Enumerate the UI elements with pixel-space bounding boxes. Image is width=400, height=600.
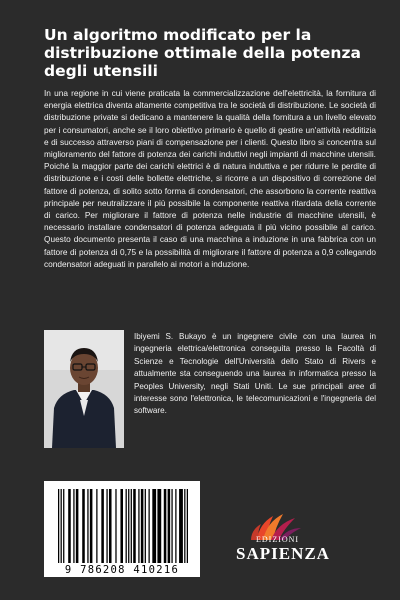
barcode-bar	[82, 489, 85, 563]
publisher-name: SAPIENZA	[236, 544, 330, 563]
barcode-bar	[145, 489, 146, 563]
barcode-bar	[76, 489, 79, 563]
barcode-bar	[184, 489, 185, 563]
barcode-bar	[157, 489, 161, 563]
isbn-digits: 9 786208 410216	[64, 564, 180, 576]
isbn-barcode	[44, 481, 200, 577]
barcode-bar	[58, 489, 59, 563]
publisher-edition-label: EDIZIONI	[256, 535, 300, 544]
barcode-bar	[73, 489, 74, 563]
barcode-bar	[131, 489, 132, 563]
barcode-bar	[90, 489, 93, 563]
book-title: Un algoritmo modificato per la distribuzione ottimale della potenza degli utensili	[44, 26, 361, 80]
barcode-bar	[171, 489, 172, 563]
barcode-bar	[164, 489, 167, 563]
barcode-bar	[133, 489, 136, 563]
book-description: In una regione in cui viene praticata la commercializzazione dell'elettricità, la fornitura di energia elettrica diventa altamente competitiva tra le società di distribuzione. Le società di distribuzione private si dedicano a mantenere la qualità della fornitura a un livello elevato per i consumatori, anche se il loro obiettivo primario è quello di gestire un'attività redditizia e di successo attraverso piani di compensazione per i clienti. Questo libro si concentra sul miglioramento del fattore di potenza dei carichi induttivi negli impianti di macchine utensili. Poiché la maggior parte dei carichi elettrici è di natura induttiva e per ridurre le perdite di distribuzione e i costi delle bollette elettriche, si ricorre a un dispositivo di correzione del fattore di potenza, di solito sotto forma di condensatori, che assorbono la corrente reattiva principale per neutralizzare il più possibile la componente reattiva ritardata della corrente di carico. Per migliorare il fattore di potenza nelle industrie di macchine utensili, è necessario installare condensatori di potenza adeguata il più vicino possibile al carico. Questo documento presenta il caso di una macchina a induzione in una fabbrica con un fattore di potenza di 0,75 e la possibilità di migliorare il fattore di potenza a 0,9 collegando condensatori adeguati in parallelo ai motori a induzione.	[44, 88, 376, 269]
author-photo	[44, 330, 124, 448]
barcode-bar	[128, 489, 129, 563]
barcode-bar	[141, 489, 144, 563]
barcode-bar	[120, 489, 123, 563]
barcode-bar	[109, 489, 112, 563]
barcode-bar	[175, 489, 176, 563]
barcode-bar	[179, 489, 183, 563]
barcode-bars	[58, 489, 188, 563]
barcode-bar	[61, 489, 62, 563]
barcode-bar	[68, 489, 71, 563]
barcode-bar	[63, 489, 64, 563]
barcode-bar	[115, 489, 116, 563]
barcode-bar	[126, 489, 127, 563]
barcode-bar	[187, 489, 188, 563]
barcode-bar	[148, 489, 149, 563]
author-bio: Ibiyemi S. Bukayo è un ingegnere civile con una laurea in ingegneria elettrica/elettronica conseguita presso la Facoltà di Scienze e Tecnologie dell'Università dello Stato di Rivers e attualmente sta conseguendo una laurea in informatica presso la Peoples University, negli Stati Uniti. Le sue principali aree di interesse sono l'elettronica, le telecomunicazioni e l'ingegneria del software.	[134, 332, 376, 416]
barcode-bar	[138, 489, 139, 563]
barcode-bar	[168, 489, 171, 563]
barcode-bar	[152, 489, 156, 563]
barcode-bar	[96, 489, 97, 563]
barcode-bar	[101, 489, 104, 563]
barcode-bar	[87, 489, 88, 563]
barcode-bar	[106, 489, 107, 563]
